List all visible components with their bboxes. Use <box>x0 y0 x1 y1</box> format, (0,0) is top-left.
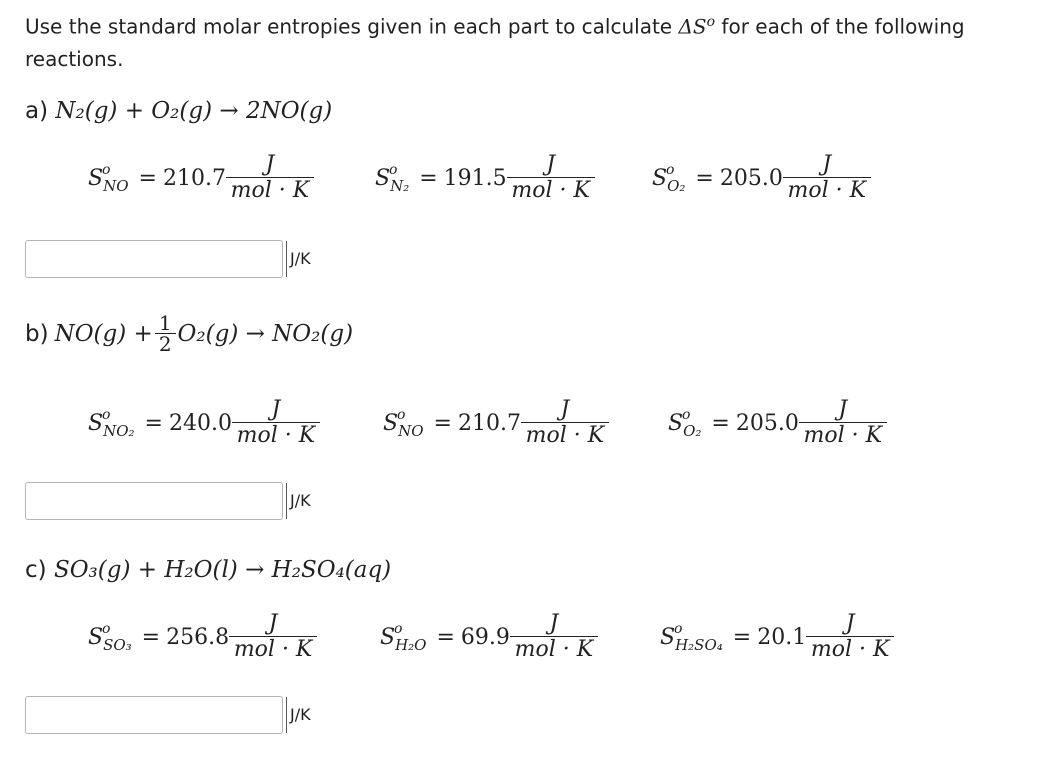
s-symbol: S <box>652 166 668 191</box>
species-label: NO <box>103 177 129 195</box>
units-fraction <box>799 398 887 449</box>
part-c-entropy-h2o <box>380 612 598 663</box>
entropy-value: 205.0 <box>735 411 799 436</box>
degree-symbol: o <box>682 407 691 423</box>
part-c-unit: J/K <box>286 697 311 733</box>
part-a-unit: J/K <box>286 241 311 277</box>
units-denominator: mol · K <box>783 177 871 204</box>
s-symbol: S <box>383 411 399 436</box>
s-symbol: S <box>380 625 396 650</box>
half-fraction <box>155 313 176 354</box>
equals-sign: = <box>732 625 752 650</box>
degree-symbol: o <box>397 407 406 423</box>
equals-sign: = <box>138 166 157 191</box>
degree-symbol: o <box>102 621 111 637</box>
s-symbol: S <box>668 411 684 436</box>
species-label: N₂ <box>390 177 410 195</box>
equals-sign: = <box>695 166 714 191</box>
degree-symbol: o <box>389 162 398 178</box>
part-b-entropy-no2 <box>88 398 320 449</box>
entropy-value: 205.0 <box>719 166 783 191</box>
part-a-label: a) <box>25 98 49 124</box>
part-c-label: c) <box>25 557 47 583</box>
species-label: NO₂ <box>103 422 135 440</box>
s-symbol: S <box>88 411 104 436</box>
part-b-equation-pre: NO(g) + <box>54 320 153 347</box>
species-label: O₂ <box>683 422 702 440</box>
delta-s-symbol: ΔS <box>678 14 707 39</box>
species-label: H₂O <box>395 636 427 654</box>
degree-symbol: o <box>102 407 111 423</box>
units-denominator: mol · K <box>229 636 317 663</box>
degree-symbol: o <box>706 14 716 30</box>
units-numerator: J <box>560 397 570 422</box>
units-denominator: mol · K <box>521 422 609 449</box>
units-numerator: J <box>822 152 832 177</box>
units-denominator: mol · K <box>806 636 894 663</box>
species-label: O₂ <box>667 177 686 195</box>
part-c-entropy-so3 <box>88 612 317 663</box>
units-fraction <box>232 398 320 449</box>
equals-sign: = <box>419 166 438 191</box>
part-c-entropy-h2so4 <box>660 612 894 663</box>
part-a-entropy-o2 <box>652 153 871 204</box>
equals-sign: = <box>433 411 452 436</box>
part-c-reaction <box>25 557 391 583</box>
part-b-answer-row <box>25 482 311 520</box>
entropy-value: 20.1 <box>757 625 807 650</box>
entropy-value: 210.7 <box>162 166 226 191</box>
part-a-entropy-no <box>88 153 314 204</box>
entropy-value: 210.7 <box>457 411 521 436</box>
units-fraction <box>229 612 317 663</box>
units-denominator: mol · K <box>799 422 887 449</box>
units-fraction <box>226 153 314 204</box>
equals-sign: = <box>711 411 730 436</box>
s-symbol: S <box>375 166 391 191</box>
prompt-text-after: for each of the following reactions. <box>25 14 965 71</box>
part-b-entropy-o2 <box>668 398 887 449</box>
units-numerator: J <box>265 152 275 177</box>
prompt-text-before: Use the standard molar entropies given in each part to calculate <box>25 14 679 39</box>
part-b-unit: J/K <box>286 483 311 519</box>
degree-symbol: o <box>394 621 403 637</box>
units-fraction <box>783 153 871 204</box>
units-fraction <box>510 612 598 663</box>
units-fraction <box>806 612 894 663</box>
species-label: SO₃ <box>103 636 132 654</box>
part-b-label: b) <box>25 320 49 347</box>
degree-symbol: o <box>674 621 683 637</box>
part-a-answer-input[interactable] <box>25 240 283 278</box>
species-label: NO <box>398 422 424 440</box>
entropy-value: 191.5 <box>443 166 507 191</box>
units-numerator: J <box>271 397 281 422</box>
question-prompt <box>25 6 1025 75</box>
units-denominator: mol · K <box>507 177 595 204</box>
part-b-entropy-no <box>383 398 609 449</box>
fraction-denominator: 2 <box>155 333 176 354</box>
part-a-equation: N₂(g) + O₂(g) → 2NO(g) <box>55 98 333 124</box>
part-a-answer-row <box>25 240 311 278</box>
units-denominator: mol · K <box>510 636 598 663</box>
units-numerator: J <box>838 397 848 422</box>
part-c-equation: SO₃(g) + H₂O(l) → H₂SO₄(aq) <box>53 557 392 583</box>
units-numerator: J <box>845 611 855 636</box>
entropy-value: 240.0 <box>168 411 232 436</box>
s-symbol: S <box>660 625 676 650</box>
part-a-reaction <box>25 98 332 124</box>
part-b-reaction <box>25 313 353 354</box>
equals-sign: = <box>141 625 161 650</box>
entropy-value: 69.9 <box>460 625 510 650</box>
part-b-equation-post: O₂(g) → NO₂(g) <box>177 320 354 347</box>
units-denominator: mol · K <box>232 422 320 449</box>
part-c-answer-row <box>25 696 311 734</box>
degree-symbol: o <box>102 162 111 178</box>
equals-sign: = <box>144 411 163 436</box>
s-symbol: S <box>88 166 104 191</box>
units-numerator: J <box>549 611 559 636</box>
part-a-entropy-n2 <box>375 153 595 204</box>
equals-sign: = <box>436 625 455 650</box>
entropy-value: 256.8 <box>166 625 230 650</box>
part-c-answer-input[interactable] <box>25 696 283 734</box>
units-numerator: J <box>546 152 556 177</box>
units-fraction <box>507 153 595 204</box>
species-label: H₂SO₄ <box>675 636 723 654</box>
units-fraction <box>521 398 609 449</box>
fraction-numerator: 1 <box>158 311 172 335</box>
part-b-answer-input[interactable] <box>25 482 283 520</box>
units-denominator: mol · K <box>226 177 314 204</box>
degree-symbol: o <box>666 162 675 178</box>
units-numerator: J <box>268 611 278 636</box>
s-symbol: S <box>88 625 104 650</box>
